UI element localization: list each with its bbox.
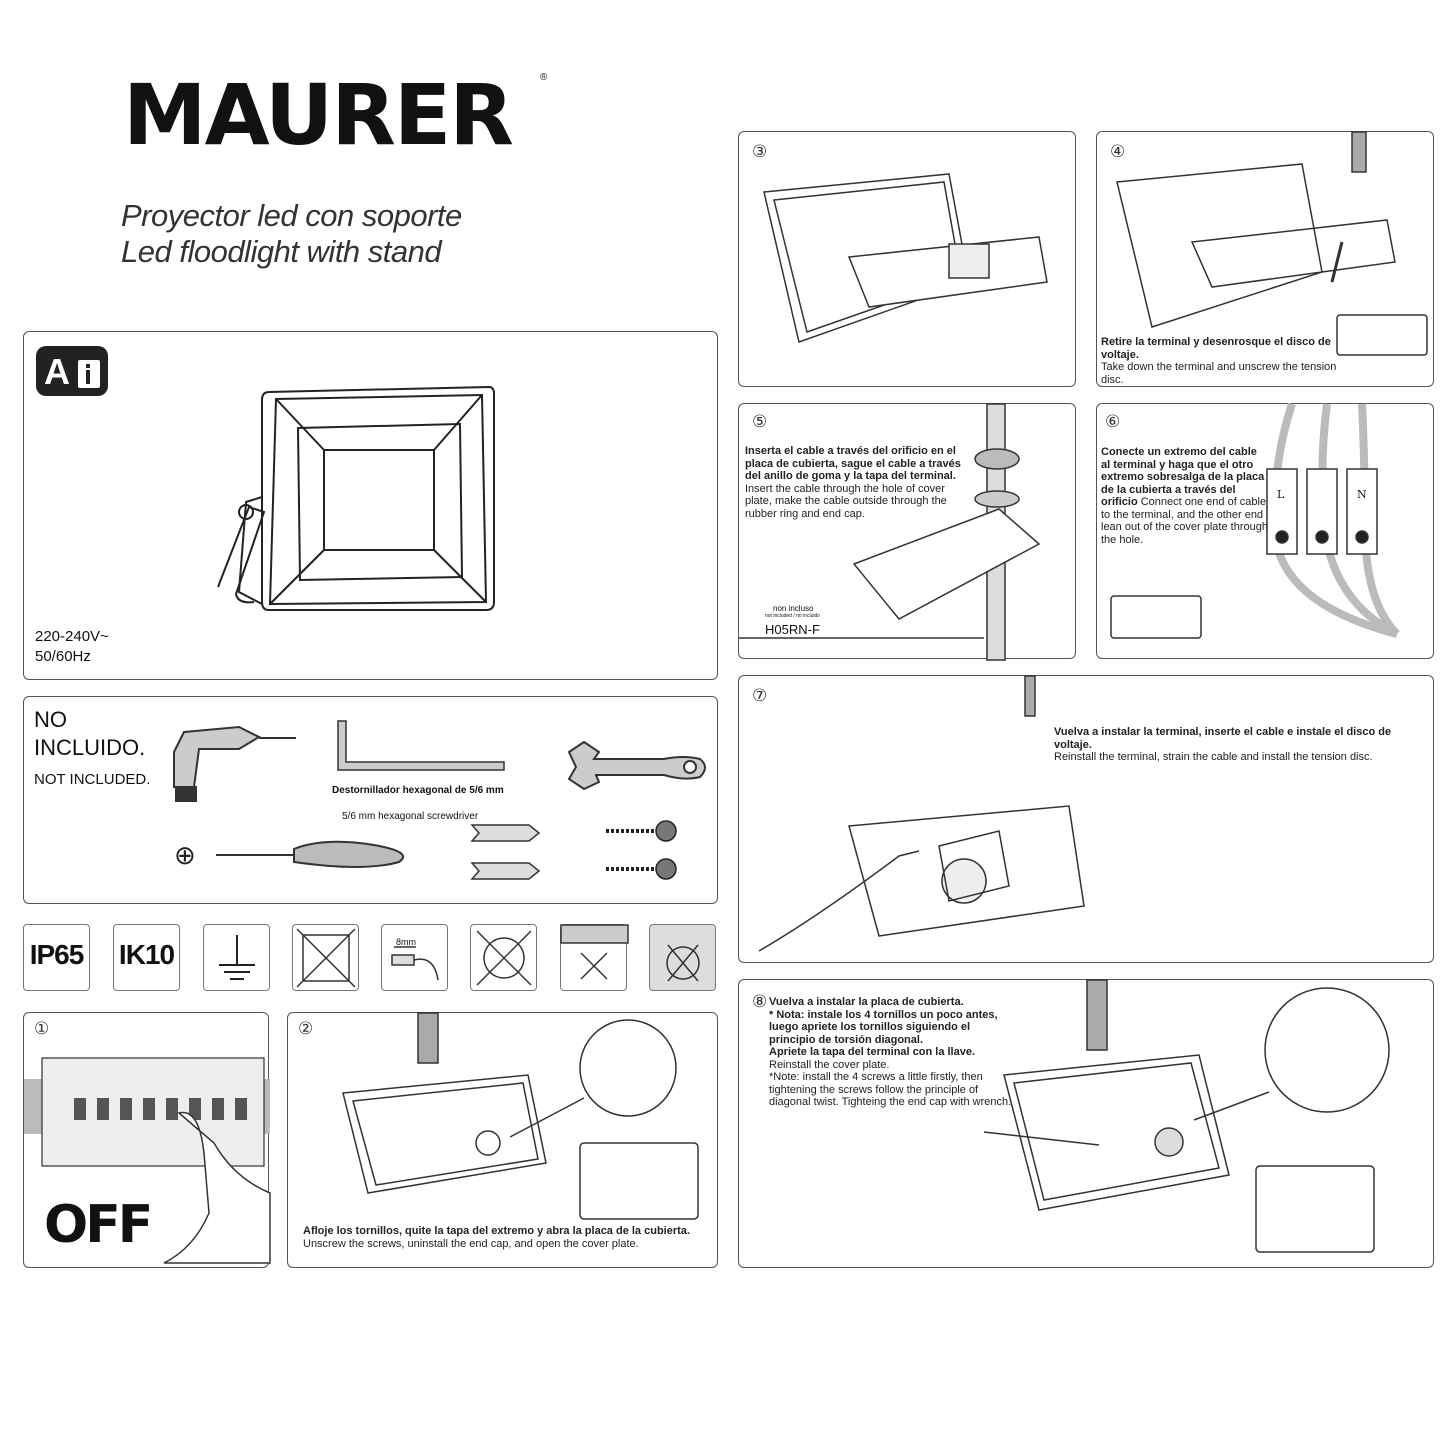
tools-panel (23, 696, 718, 904)
step-6-text-en: Connect one end of cable to the terminal, and the other end lean out of the cover plate through the hole. (1101, 496, 1268, 546)
step-4-text-es: Retire la terminal y desenrosque el disco de voltaje. (1101, 336, 1331, 361)
ik10-icon (113, 924, 180, 991)
brand-logo: MAURER (123, 66, 512, 164)
hex-key-icon (338, 721, 504, 770)
step-5-text-en: Insert the cable through the hole of cover plate, make the cable outside through the rubber ring and end cap. (745, 482, 947, 520)
step-6-number: ⑥ (1105, 412, 1121, 432)
step-4-panel (1096, 131, 1434, 387)
step-7-number: ⑦ (752, 686, 768, 706)
cable-not-included: not included / no incluido (765, 613, 821, 619)
off-label: OFF (44, 1195, 151, 1255)
step-6-panel (1096, 403, 1434, 659)
step-7-text-es: Vuelva a instalar la terminal, inserte el cable e instale el disco de voltaje. (1054, 726, 1392, 751)
wood-screws-icon (606, 821, 676, 879)
step-8-panel (738, 979, 1434, 1268)
step-6-text-es: Conecte un extremo del cable al terminal y haga que el otro extremo sobresalga de la placa de la cubierta a través del orificio (1101, 446, 1265, 508)
no-ceiling-mount-icon (560, 924, 627, 991)
not-included-es-2: INCLUIDO. (34, 735, 146, 760)
ip65-icon (23, 924, 90, 991)
wrench-icon (569, 742, 705, 789)
title-english: Led floodlight with stand (121, 234, 442, 269)
step-8-number: ⑧ (752, 992, 768, 1012)
voltage-label: 220-240V~ (35, 628, 109, 645)
phillips-screwdriver-icon (174, 841, 403, 871)
svg-text:⊕: ⊕ (174, 841, 196, 871)
ik-label: IK10 (118, 939, 175, 970)
wall-plugs-icon (472, 825, 539, 879)
frequency-label: 50/60Hz (35, 648, 91, 665)
step-3-panel (738, 131, 1076, 387)
no-cover-icon (292, 924, 359, 991)
cable-strip-icon (381, 924, 448, 991)
step-2-text-es: Afloje los tornillos, quite la tapa del extremo y abra la placa de la cubierta. (303, 1225, 690, 1237)
title-spanish: Proyector led con soporte (121, 198, 462, 233)
not-included-es-1: NO (34, 707, 67, 732)
registered-mark: ® (540, 72, 548, 83)
step-5-panel (738, 403, 1076, 659)
step-3-number: ③ (752, 142, 768, 162)
step-1-number: ① (34, 1019, 50, 1039)
cable-type: H05RN-F (765, 622, 820, 637)
strip-measure: 8mm (396, 937, 416, 947)
terminal-l: L (1277, 488, 1285, 501)
terminal-n: N (1357, 488, 1367, 501)
step-8-text-en-1: Reinstall the cover plate. (769, 1058, 890, 1071)
step-1-panel (23, 1012, 269, 1268)
step-8-text-en-2: *Note: install the 4 screws a little firstly, then tightening the screws follow the principle of diagonal twist. Tighteing the end cap with wrench. (769, 1071, 1012, 1108)
hex-driver-es: Destornillador hexagonal de 5/6 mm (332, 785, 504, 796)
cable-non-incluso: non incluso (773, 604, 814, 613)
no-cover-insulation-icon (649, 924, 716, 991)
no-bulb-icon (470, 924, 537, 991)
step-4-text-en: Take down the terminal and unscrew the tension disc. (1101, 361, 1337, 386)
ground-icon (203, 924, 270, 991)
step-8-text-es-3: Apriete la tapa del terminal con la llave. (769, 1046, 976, 1058)
tools-drawing (24, 697, 719, 905)
step-8-text-es-1: Vuelva a instalar la placa de cubierta. (769, 996, 964, 1008)
badge-letter: A (44, 351, 70, 392)
step-7-text-en: Reinstall the terminal, strain the cable and install the tension disc. (1054, 751, 1373, 763)
step-7-illustration-icon (739, 676, 1435, 964)
product-panel (23, 331, 718, 680)
step-2-panel (287, 1012, 718, 1268)
step-5-text-es: Inserta el cable a través del orificio en el placa de cubierta, sague el cable a través del anillo de goma y la tapa del terminal. (745, 445, 961, 482)
not-included-en: NOT INCLUDED. (34, 771, 151, 788)
step-5-number: ⑤ (752, 412, 768, 432)
drill-icon (174, 727, 296, 801)
step-8-text-es-2: * Nota: instale los 4 tornillos un poco antes, luego apriete los tornillos siguiendo el principio de torsión diagonal. (769, 1008, 998, 1046)
step-2-number: ② (298, 1019, 314, 1039)
step-7-panel (738, 675, 1434, 963)
ip-label: IP65 (29, 939, 84, 970)
floodlight-illustration-icon (24, 332, 719, 681)
hex-driver-en: 5/6 mm hexagonal screwdriver (342, 811, 479, 822)
step-4-number: ④ (1110, 142, 1126, 162)
step-2-text-en: Unscrew the screws, uninstall the end cap, and open the cover plate. (303, 1237, 639, 1250)
step-3-illustration-icon (739, 132, 1077, 388)
